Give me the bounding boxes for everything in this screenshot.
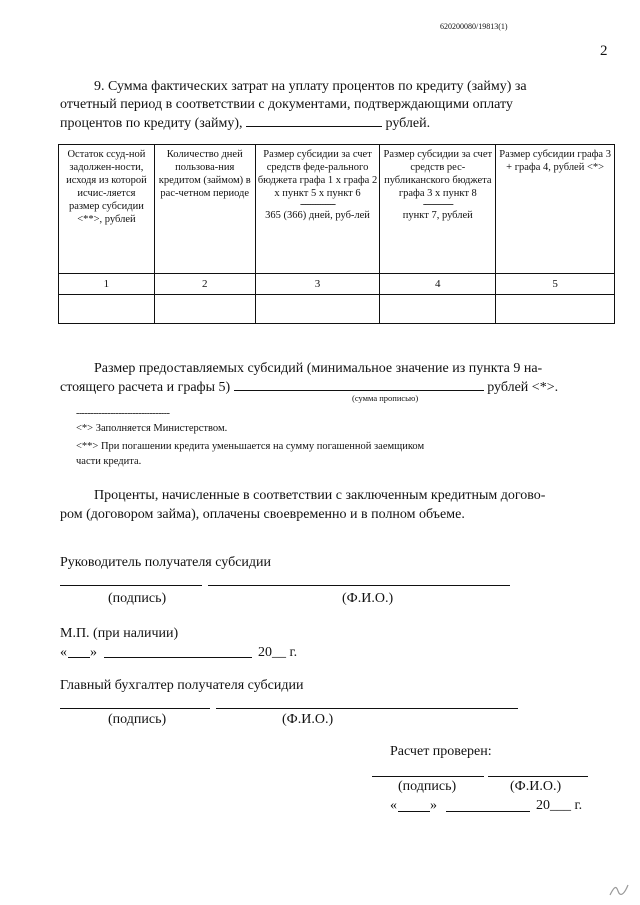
col-number: 5	[496, 274, 615, 295]
table-cell[interactable]	[496, 295, 615, 324]
document-id: 620200080/19813(1)	[440, 22, 508, 31]
table-row	[59, 295, 615, 324]
accountant-fio-caption: (Ф.И.О.)	[282, 712, 334, 727]
verified-date-month-field[interactable]	[446, 811, 530, 812]
header-col-2: Количество дней пользова-ния кредитом (займом) в рас-четном периоде	[154, 145, 255, 274]
accountant-fio-line[interactable]	[216, 708, 518, 709]
head-date-close-quote: »	[90, 645, 97, 660]
footnote-divider: ---------------------------------	[76, 408, 170, 419]
verified-label: Расчет проверен:	[390, 744, 492, 759]
subsidy-amount-words-field[interactable]	[234, 378, 484, 391]
table-header-row	[59, 145, 615, 274]
head-label: Руководитель получателя субсидии	[60, 555, 272, 570]
item-9-paragraph	[60, 78, 598, 133]
footnote-2	[76, 439, 536, 469]
col-number: 3	[255, 274, 380, 295]
accountant-signature-caption: (подпись)	[108, 712, 167, 727]
head-date-open-quote: «	[60, 645, 67, 660]
head-fio-line[interactable]	[208, 585, 510, 586]
header-col-4-formula: Размер субсидии за счет средств рес-публиканского бюджета графа 3 x пункт 8	[383, 149, 493, 199]
header-col-3-denominator: 365 (366) дней, руб-лей	[265, 210, 370, 221]
header-col-5: Размер субсидии графа 3 + графа 4, рублей <*>	[496, 145, 615, 274]
subsidy-table	[58, 144, 615, 324]
head-signature-caption: (подпись)	[108, 591, 167, 606]
footnote-2-line-1: <**> При погашении кредита уменьшается на сумму погашенной заемщиком	[76, 441, 425, 452]
page-number: 2	[600, 43, 608, 59]
table-cell[interactable]	[154, 295, 255, 324]
verified-signature-line[interactable]	[372, 776, 484, 777]
item-9-line-3	[60, 114, 598, 133]
subsidy-amount-paragraph	[60, 360, 608, 397]
verified-signature-caption: (подпись)	[398, 779, 457, 794]
subsidy-line-2-end: рублей <*>.	[487, 380, 559, 395]
handwritten-mark-icon	[606, 881, 634, 899]
table-cell[interactable]	[59, 295, 155, 324]
header-col-3-fraction-line: --------------	[300, 199, 335, 210]
header-col-1: Остаток ссуд-ной задолжен-ности, исходя из которой исчис-ляется размер субсидии <**>, рублей	[59, 145, 155, 274]
head-date-year: 20__ г.	[258, 645, 298, 660]
accountant-label: Главный бухгалтер получателя субсидии	[60, 678, 304, 693]
footnote-2-line-2: части кредита.	[76, 456, 142, 467]
item-9-line-3-end: рублей.	[385, 116, 431, 131]
verified-date-open-quote: «	[390, 798, 397, 813]
verified-fio-caption: (Ф.И.О.)	[510, 779, 562, 794]
subsidy-line-2-start: стоящего расчета и графы 5)	[60, 380, 231, 395]
interest-line-2: ром (договором займа), оплачены своевременно и в полном объеме.	[60, 507, 465, 522]
accountant-signature-line[interactable]	[60, 708, 210, 709]
col-number: 4	[380, 274, 496, 295]
header-col-3	[255, 145, 380, 274]
table-cell[interactable]	[380, 295, 496, 324]
head-fio-caption: (Ф.И.О.)	[342, 591, 394, 606]
table-cell[interactable]	[255, 295, 380, 324]
footnote-1: <*> Заполняется Министерством.	[76, 423, 228, 434]
item-9-line-1: 9. Сумма фактических затрат на уплату процентов по кредиту (займу) за	[94, 79, 527, 94]
verified-date-close-quote: »	[430, 798, 437, 813]
item-9-amount-field[interactable]	[246, 114, 382, 127]
header-col-4-denominator: пункт 7, рублей	[402, 210, 473, 221]
table-number-row	[59, 274, 615, 295]
item-9-line-2: отчетный период в соответствии с документами, подтверждающими оплату	[60, 97, 513, 112]
header-col-4	[380, 145, 496, 274]
subsidy-line-1: Размер предоставляемых субсидий (минимальное значение из пункта 9 на-	[94, 361, 543, 376]
head-date-day-field[interactable]	[68, 657, 90, 658]
verified-date-year: 20___ г.	[536, 798, 583, 813]
header-col-3-formula: Размер субсидии за счет средств феде-рального бюджета графа 1 x графа 2 x пункт 5 x пункт 6	[257, 149, 378, 199]
item-9-line-3-start: процентов по кредиту (займу),	[60, 116, 243, 131]
verified-date-day-field[interactable]	[398, 811, 430, 812]
col-number: 2	[154, 274, 255, 295]
head-date-month-field[interactable]	[104, 657, 252, 658]
verified-fio-line[interactable]	[488, 776, 588, 777]
subsidy-line-2	[60, 378, 608, 397]
interest-line-1: Проценты, начисленные в соответствии с заключенным кредитным догово-	[94, 488, 546, 503]
amount-in-words-caption: (сумма прописью)	[352, 393, 419, 403]
interest-paragraph	[60, 486, 608, 524]
header-col-4-fraction-line: ------------	[422, 199, 453, 210]
head-signature-line[interactable]	[60, 585, 202, 586]
stamp-label: М.П. (при наличии)	[60, 626, 179, 641]
col-number: 1	[59, 274, 155, 295]
